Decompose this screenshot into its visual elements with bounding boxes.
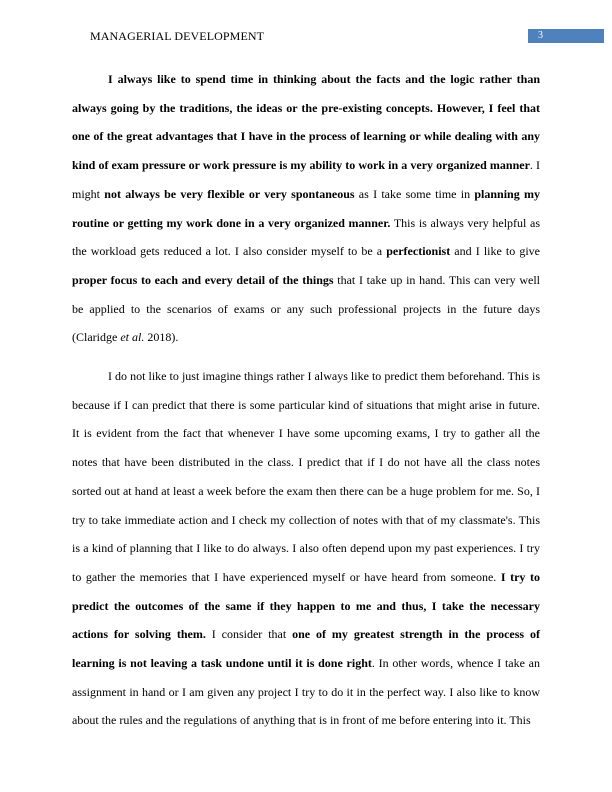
text-segment: perfectionist — [386, 244, 451, 259]
text-segment: I always like to spend time in thinking about the facts and the logic rather than always going by the traditions, the ideas or the pre-existing concepts. However, I feel that one of the great advantages that I have in the process of learning or while dealing with any kind of exam pressure or work pressure is my ability to work in a very organized manner — [72, 72, 540, 173]
text-segment: as I take some time in — [354, 186, 475, 201]
document-body — [72, 65, 540, 745]
text-segment: I try to predict the outcomes of the same if they happen to me and thus, I take the necessary actions for solving them. — [72, 569, 540, 642]
text-segment: proper focus to each and every detail of the things — [72, 272, 334, 287]
text-segment: that I take up in hand. This can very well be applied to the scenarios of exams or any such professional projects in the future days (Claridge — [72, 272, 540, 345]
running-head: MANAGERIAL DEVELOPMENT — [90, 29, 265, 43]
text-segment: and I like to give — [450, 244, 541, 259]
text-segment: one of my greatest strength in the process of learning is not leaving a task undone until it is done right — [72, 627, 540, 671]
text-segment: planning my routine or getting my work done in a very organized manner. — [72, 186, 540, 230]
text-segment: This is always very helpful as the workload gets reduced a lot. I also consider myself to be a — [72, 215, 540, 259]
page-number-badge — [528, 29, 604, 43]
paragraph-2 — [72, 362, 540, 735]
text-segment: . I might — [72, 158, 541, 201]
page-number: 3 — [538, 30, 543, 41]
text-segment: I do not like to just imagine things rather I always like to predict them beforehand. This is because if I can predict that there is some particular kind of situations that might arise in future. It is evident from the fact that whenever I have some upcoming exams, I try to gather all the notes that have been distributed in the class. I predict that if I do not have all the class notes sorted out at hand at least a week before the exam then there can be a huge problem for me. So, I try to take immediate action and I check my collection of notes with that of my classmate's. This is a kind of planning that I like to do always. I also often depend upon my past experiences. I try to gather the memories that I have experienced myself or have heard from someone. — [72, 369, 540, 584]
text-segment: 2018). — [144, 330, 179, 345]
text-segment: . In other words, whence I take an assignment in hand or I am given any project I try to do it in the perfect way. I also like to know about the rules and the regulations of anything that is in front of me before entering into it. This — [72, 656, 540, 728]
text-segment: not always be very flexible or very spontaneous — [104, 186, 355, 201]
paragraph-1 — [72, 65, 540, 352]
text-segment: I consider that — [205, 627, 293, 642]
citation-et-al: et al. — [120, 330, 145, 345]
